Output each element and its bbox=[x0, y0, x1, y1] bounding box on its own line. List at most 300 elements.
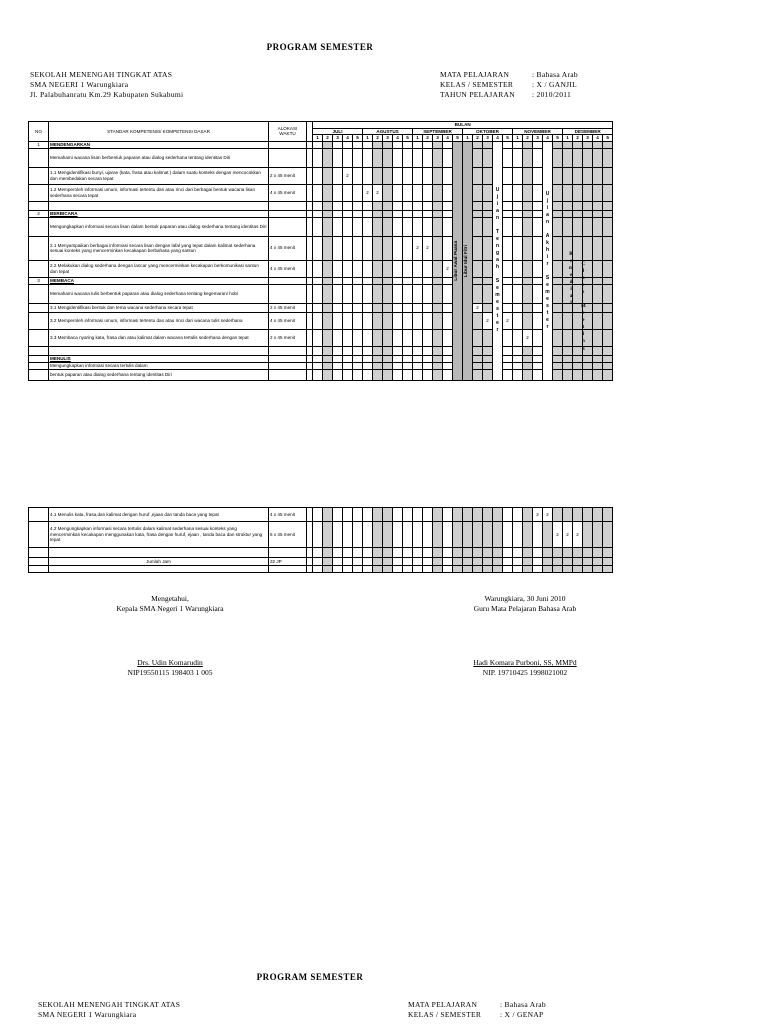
school-line: SEKOLAH MENENGAH TINGKAT ATAS bbox=[38, 1000, 181, 1009]
week-cell bbox=[383, 329, 393, 346]
week-cell bbox=[433, 217, 443, 236]
week-cell bbox=[533, 184, 543, 201]
week-cell bbox=[423, 369, 433, 380]
week-cell bbox=[343, 260, 353, 277]
week-cell bbox=[583, 210, 593, 217]
info-label: KELAS / SEMESTER bbox=[408, 1010, 482, 1019]
stacked-letter: a bbox=[496, 257, 499, 264]
week-cell bbox=[373, 210, 383, 217]
week-cell bbox=[323, 362, 333, 369]
schedule-mark: 2 bbox=[526, 334, 529, 340]
week-header: 5 bbox=[553, 135, 563, 142]
week-cell bbox=[573, 362, 583, 369]
week-cell bbox=[373, 260, 383, 277]
week-cell bbox=[473, 312, 483, 329]
week-cell bbox=[343, 217, 353, 236]
week-cell bbox=[423, 210, 433, 217]
stacked-letter: e bbox=[546, 281, 549, 288]
week-cell bbox=[373, 201, 383, 210]
week-cell bbox=[523, 303, 533, 312]
week-cell bbox=[413, 167, 423, 184]
week-header: 2 bbox=[573, 135, 583, 142]
schedule-mark: 2 bbox=[536, 511, 539, 517]
week-cell bbox=[573, 217, 583, 236]
week-cell bbox=[353, 236, 363, 260]
week-cell bbox=[333, 236, 343, 260]
week-cell bbox=[343, 303, 353, 312]
week-cell bbox=[563, 566, 573, 573]
week-cell bbox=[503, 329, 513, 346]
week-cell bbox=[413, 277, 423, 284]
week-cell bbox=[553, 346, 563, 355]
week-cell bbox=[363, 508, 373, 522]
week-cell bbox=[563, 201, 573, 210]
week-cell bbox=[493, 558, 503, 566]
row-competency: 2.1 Menyampaikan berbagai informasi secara lisan dengan lafal yang tepat dalam kalimat sederhana sesuai konteks yang mencerminkan kecakapan berbahasa yang santun bbox=[49, 236, 269, 260]
week-cell bbox=[323, 217, 333, 236]
week-cell bbox=[503, 260, 513, 277]
week-cell bbox=[483, 548, 493, 558]
row-alokasi bbox=[269, 210, 307, 217]
week-cell bbox=[443, 558, 453, 566]
week-cell bbox=[523, 217, 533, 236]
week-cell bbox=[323, 148, 333, 167]
week-cell bbox=[383, 548, 393, 558]
stacked-letter: m bbox=[569, 266, 574, 271]
week-cell bbox=[503, 369, 513, 380]
week-cell bbox=[383, 167, 393, 184]
week-cell bbox=[393, 284, 403, 303]
row-no bbox=[29, 303, 49, 312]
week-cell bbox=[513, 355, 523, 362]
week-cell bbox=[413, 522, 423, 548]
week-cell bbox=[323, 548, 333, 558]
week-cell bbox=[333, 277, 343, 284]
signature-line: Kepala SMA Negeri 1 Warungkiara bbox=[116, 604, 224, 613]
table-row bbox=[29, 508, 613, 522]
week-cell bbox=[553, 566, 563, 573]
week-cell bbox=[573, 184, 583, 201]
week-cell bbox=[393, 355, 403, 362]
week-cell bbox=[323, 508, 333, 522]
stacked-letter bbox=[583, 296, 584, 303]
week-cell bbox=[383, 236, 393, 260]
week-cell bbox=[473, 277, 483, 284]
week-cell bbox=[553, 312, 563, 329]
week-cell bbox=[553, 260, 563, 277]
row-no bbox=[29, 522, 49, 548]
week-cell bbox=[553, 148, 563, 167]
week-cell bbox=[423, 303, 433, 312]
week-cell bbox=[383, 566, 393, 573]
week-cell bbox=[583, 558, 593, 566]
week-cell bbox=[473, 236, 483, 260]
schedule-mark: 2 bbox=[366, 189, 369, 195]
week-cell bbox=[573, 236, 583, 260]
week-header: 2 bbox=[423, 135, 433, 142]
week-cell bbox=[343, 312, 353, 329]
week-cell bbox=[523, 362, 533, 369]
week-cell bbox=[513, 312, 523, 329]
week-cell bbox=[413, 346, 423, 355]
row-no: 1 bbox=[29, 141, 49, 148]
week-cell bbox=[493, 508, 503, 522]
week-cell bbox=[413, 369, 423, 380]
week-cell bbox=[503, 148, 513, 167]
stacked-letter: S bbox=[545, 274, 550, 281]
week-cell bbox=[593, 201, 603, 210]
week-cell bbox=[413, 566, 423, 573]
week-cell bbox=[523, 369, 533, 380]
schedule-mark: 2 bbox=[506, 317, 509, 323]
table-row bbox=[29, 346, 613, 355]
week-cell bbox=[343, 210, 353, 217]
week-cell bbox=[413, 210, 423, 217]
week-cell bbox=[353, 522, 363, 548]
week-cell bbox=[573, 369, 583, 380]
row-no bbox=[29, 201, 49, 210]
week-cell bbox=[593, 210, 603, 217]
week-cell bbox=[363, 260, 373, 277]
week-cell bbox=[413, 548, 423, 558]
week-cell bbox=[503, 355, 513, 362]
week-cell bbox=[473, 217, 483, 236]
table-row bbox=[29, 329, 613, 346]
week-cell bbox=[363, 148, 373, 167]
week-cell bbox=[443, 184, 453, 201]
week-cell bbox=[563, 141, 573, 148]
week-cell bbox=[433, 362, 443, 369]
week-cell bbox=[333, 167, 343, 184]
week-cell bbox=[363, 236, 373, 260]
week-cell bbox=[403, 236, 413, 260]
table-row bbox=[29, 148, 613, 167]
row-competency: 3.2 Memperoleh informasi umum, informasi tertentu dan atau rinci dari wacana tulis sederhana bbox=[49, 312, 269, 329]
week-cell bbox=[373, 312, 383, 329]
stacked-letter: k bbox=[546, 239, 549, 246]
week-cell bbox=[513, 303, 523, 312]
week-cell bbox=[443, 362, 453, 369]
signature-right bbox=[420, 594, 630, 678]
stacked-letter: i bbox=[496, 201, 499, 208]
week-cell bbox=[513, 329, 523, 346]
stacked-letter: s bbox=[546, 302, 549, 309]
week-cell bbox=[413, 201, 423, 210]
info-value: : 2010/2011 bbox=[532, 90, 572, 99]
week-cell bbox=[333, 558, 343, 566]
week-cell bbox=[363, 184, 373, 201]
week-cell bbox=[523, 201, 533, 210]
week-cell bbox=[363, 312, 373, 329]
info-label: MATA PELAJARAN bbox=[408, 1000, 478, 1009]
row-competency: MENULIS bbox=[49, 355, 269, 362]
week-cell bbox=[503, 346, 513, 355]
week-cell bbox=[553, 184, 563, 201]
week-cell bbox=[413, 260, 423, 277]
week-cell bbox=[453, 548, 463, 558]
week-cell bbox=[343, 522, 353, 548]
table-row bbox=[29, 558, 613, 566]
table-row bbox=[29, 522, 613, 548]
week-cell bbox=[323, 522, 333, 548]
week-cell bbox=[503, 566, 513, 573]
week-cell bbox=[313, 508, 323, 522]
week-cell bbox=[373, 548, 383, 558]
week-cell bbox=[533, 369, 543, 380]
month-header: NOVEMBER bbox=[513, 128, 563, 135]
week-cell bbox=[483, 522, 493, 548]
school-info bbox=[30, 70, 330, 100]
week-cell bbox=[533, 548, 543, 558]
week-cell bbox=[583, 184, 593, 201]
week-cell bbox=[593, 303, 603, 312]
stacked-letter: t bbox=[582, 325, 585, 330]
header-bulan: BULAN bbox=[313, 122, 613, 129]
week-cell bbox=[513, 548, 523, 558]
week-cell bbox=[523, 260, 533, 277]
signature-line: Mengetahui, bbox=[151, 594, 189, 603]
vertical-label-libur-awal-puasa bbox=[453, 141, 463, 380]
week-cell bbox=[393, 558, 403, 566]
week-cell bbox=[603, 566, 613, 573]
schedule-table bbox=[28, 121, 613, 381]
week-cell bbox=[423, 277, 433, 284]
week-cell bbox=[433, 303, 443, 312]
stacked-letter: A bbox=[545, 232, 550, 239]
schedule-mark: 2 bbox=[566, 531, 569, 537]
week-cell bbox=[403, 312, 413, 329]
schedule-table-continued bbox=[28, 507, 613, 573]
week-cell bbox=[513, 362, 523, 369]
week-cell bbox=[473, 329, 483, 346]
week-cell bbox=[523, 312, 533, 329]
week-cell bbox=[373, 355, 383, 362]
week-cell bbox=[393, 329, 403, 346]
week-cell bbox=[433, 312, 443, 329]
week-cell bbox=[313, 548, 323, 558]
week-cell bbox=[343, 236, 353, 260]
vertical-label-libur-idul-fitri bbox=[463, 141, 473, 380]
week-cell bbox=[523, 355, 533, 362]
week-cell bbox=[503, 284, 513, 303]
week-cell bbox=[363, 167, 373, 184]
stacked-letter: t bbox=[496, 313, 499, 320]
week-cell bbox=[593, 284, 603, 303]
stacked-letter: g bbox=[495, 250, 500, 257]
week-cell bbox=[313, 303, 323, 312]
week-cell bbox=[573, 508, 583, 522]
week-header: 3 bbox=[533, 135, 543, 142]
month-header: JULI bbox=[313, 128, 363, 135]
week-cell bbox=[533, 303, 543, 312]
week-cell bbox=[533, 260, 543, 277]
week-cell bbox=[543, 548, 553, 558]
week-header: 3 bbox=[383, 135, 393, 142]
week-cell bbox=[493, 548, 503, 558]
week-cell bbox=[373, 303, 383, 312]
week-cell bbox=[383, 284, 393, 303]
table-row bbox=[29, 284, 613, 303]
week-header: 3 bbox=[433, 135, 443, 142]
stacked-letter: i bbox=[546, 253, 549, 260]
week-cell bbox=[603, 355, 613, 362]
week-cell bbox=[553, 508, 563, 522]
week-cell bbox=[603, 260, 613, 277]
signature-name: Drs. Udin Komarudin bbox=[137, 658, 203, 667]
week-cell bbox=[373, 369, 383, 380]
row-no bbox=[29, 548, 49, 558]
week-cell bbox=[573, 566, 583, 573]
week-cell bbox=[333, 369, 343, 380]
week-cell bbox=[383, 141, 393, 148]
week-cell bbox=[353, 148, 363, 167]
header-row bbox=[29, 122, 613, 129]
week-cell bbox=[433, 210, 443, 217]
week-header: 5 bbox=[353, 135, 363, 142]
week-cell bbox=[363, 369, 373, 380]
week-cell bbox=[403, 303, 413, 312]
table-row bbox=[29, 369, 613, 380]
week-cell bbox=[523, 277, 533, 284]
stacked-letter bbox=[547, 268, 548, 275]
week-cell bbox=[393, 566, 403, 573]
week-cell bbox=[553, 369, 563, 380]
week-cell bbox=[343, 148, 353, 167]
week-cell bbox=[473, 284, 483, 303]
week-header: 1 bbox=[413, 135, 423, 142]
week-cell bbox=[433, 284, 443, 303]
week-cell bbox=[483, 210, 493, 217]
week-cell bbox=[533, 210, 543, 217]
week-cell bbox=[593, 522, 603, 548]
week-cell bbox=[333, 260, 343, 277]
week-cell bbox=[423, 312, 433, 329]
week-cell bbox=[403, 201, 413, 210]
week-cell bbox=[553, 236, 563, 260]
week-cell bbox=[313, 210, 323, 217]
row-no bbox=[29, 355, 49, 362]
week-cell bbox=[393, 522, 403, 548]
week-cell bbox=[443, 355, 453, 362]
week-cell bbox=[363, 522, 373, 548]
row-competency: bentuk paparan atau dialog sederhana tentang identitas Diri bbox=[49, 369, 269, 380]
week-cell bbox=[423, 217, 433, 236]
week-cell bbox=[553, 217, 563, 236]
week-cell bbox=[483, 369, 493, 380]
week-cell bbox=[513, 558, 523, 566]
week-cell bbox=[523, 508, 533, 522]
week-cell bbox=[453, 566, 463, 573]
week-cell bbox=[313, 558, 323, 566]
row-competency: 4.2 Mengungkapkan informasi secara tertulis dalam kalimat sederhana sesuai konteks yang mencerminkan kecakapan menggunakan kata, frasa dengan huruf, ejaan , tanda baca dan struktur yang tepat bbox=[49, 522, 269, 548]
week-cell bbox=[323, 303, 333, 312]
week-cell bbox=[373, 217, 383, 236]
week-cell bbox=[343, 201, 353, 210]
stacked-letter: j bbox=[546, 197, 549, 204]
week-cell bbox=[473, 558, 483, 566]
week-cell bbox=[383, 148, 393, 167]
row-no bbox=[29, 236, 49, 260]
week-cell bbox=[483, 303, 493, 312]
week-cell bbox=[463, 508, 473, 522]
week-cell bbox=[353, 329, 363, 346]
week-cell bbox=[603, 210, 613, 217]
week-cell bbox=[563, 355, 573, 362]
schedule-mark: 2 bbox=[576, 531, 579, 537]
week-cell bbox=[483, 184, 493, 201]
week-cell bbox=[523, 236, 533, 260]
week-cell bbox=[313, 329, 323, 346]
row-competency: BERBICARA bbox=[49, 210, 269, 217]
week-cell bbox=[373, 362, 383, 369]
stacked-letter: S bbox=[495, 278, 500, 285]
week-cell bbox=[523, 558, 533, 566]
row-competency bbox=[49, 346, 269, 355]
page2-subject-info bbox=[408, 1000, 628, 1020]
week-cell bbox=[403, 558, 413, 566]
week-cell bbox=[593, 167, 603, 184]
week-cell bbox=[603, 141, 613, 148]
table-row bbox=[29, 566, 613, 573]
week-cell bbox=[443, 217, 453, 236]
week-cell bbox=[433, 566, 443, 573]
week-cell bbox=[573, 167, 583, 184]
week-cell bbox=[583, 362, 593, 369]
week-cell bbox=[483, 566, 493, 573]
week-cell bbox=[383, 277, 393, 284]
week-cell bbox=[363, 210, 373, 217]
week-cell bbox=[363, 329, 373, 346]
stacked-letter bbox=[497, 271, 498, 278]
week-cell bbox=[503, 210, 513, 217]
week-cell bbox=[593, 508, 603, 522]
week-cell bbox=[593, 558, 603, 566]
row-competency bbox=[49, 566, 269, 573]
week-cell bbox=[353, 167, 363, 184]
week-cell bbox=[483, 277, 493, 284]
week-cell bbox=[323, 210, 333, 217]
week-cell bbox=[323, 329, 333, 346]
week-cell bbox=[363, 346, 373, 355]
week-cell bbox=[323, 566, 333, 573]
table-row bbox=[29, 362, 613, 369]
row-alokasi: 4 x 45 menit bbox=[269, 508, 307, 522]
info-value: : Bahasa Arab bbox=[500, 1000, 546, 1009]
week-cell bbox=[483, 148, 493, 167]
stacked-letter: d bbox=[569, 280, 573, 285]
week-cell bbox=[533, 148, 543, 167]
week-cell bbox=[383, 303, 393, 312]
week-cell bbox=[443, 566, 453, 573]
week-cell bbox=[453, 558, 463, 566]
week-cell bbox=[533, 277, 543, 284]
week-cell bbox=[383, 355, 393, 362]
week-cell bbox=[503, 508, 513, 522]
week-cell bbox=[483, 355, 493, 362]
header-waktu-label: WAKTU bbox=[279, 131, 296, 137]
row-alokasi bbox=[269, 355, 307, 362]
week-cell bbox=[433, 148, 443, 167]
week-cell bbox=[433, 558, 443, 566]
week-cell bbox=[563, 522, 573, 548]
week-cell bbox=[583, 508, 593, 522]
week-cell bbox=[443, 141, 453, 148]
row-alokasi bbox=[269, 148, 307, 167]
week-cell bbox=[593, 236, 603, 260]
week-cell bbox=[423, 167, 433, 184]
week-cell bbox=[353, 260, 363, 277]
week-cell bbox=[423, 284, 433, 303]
